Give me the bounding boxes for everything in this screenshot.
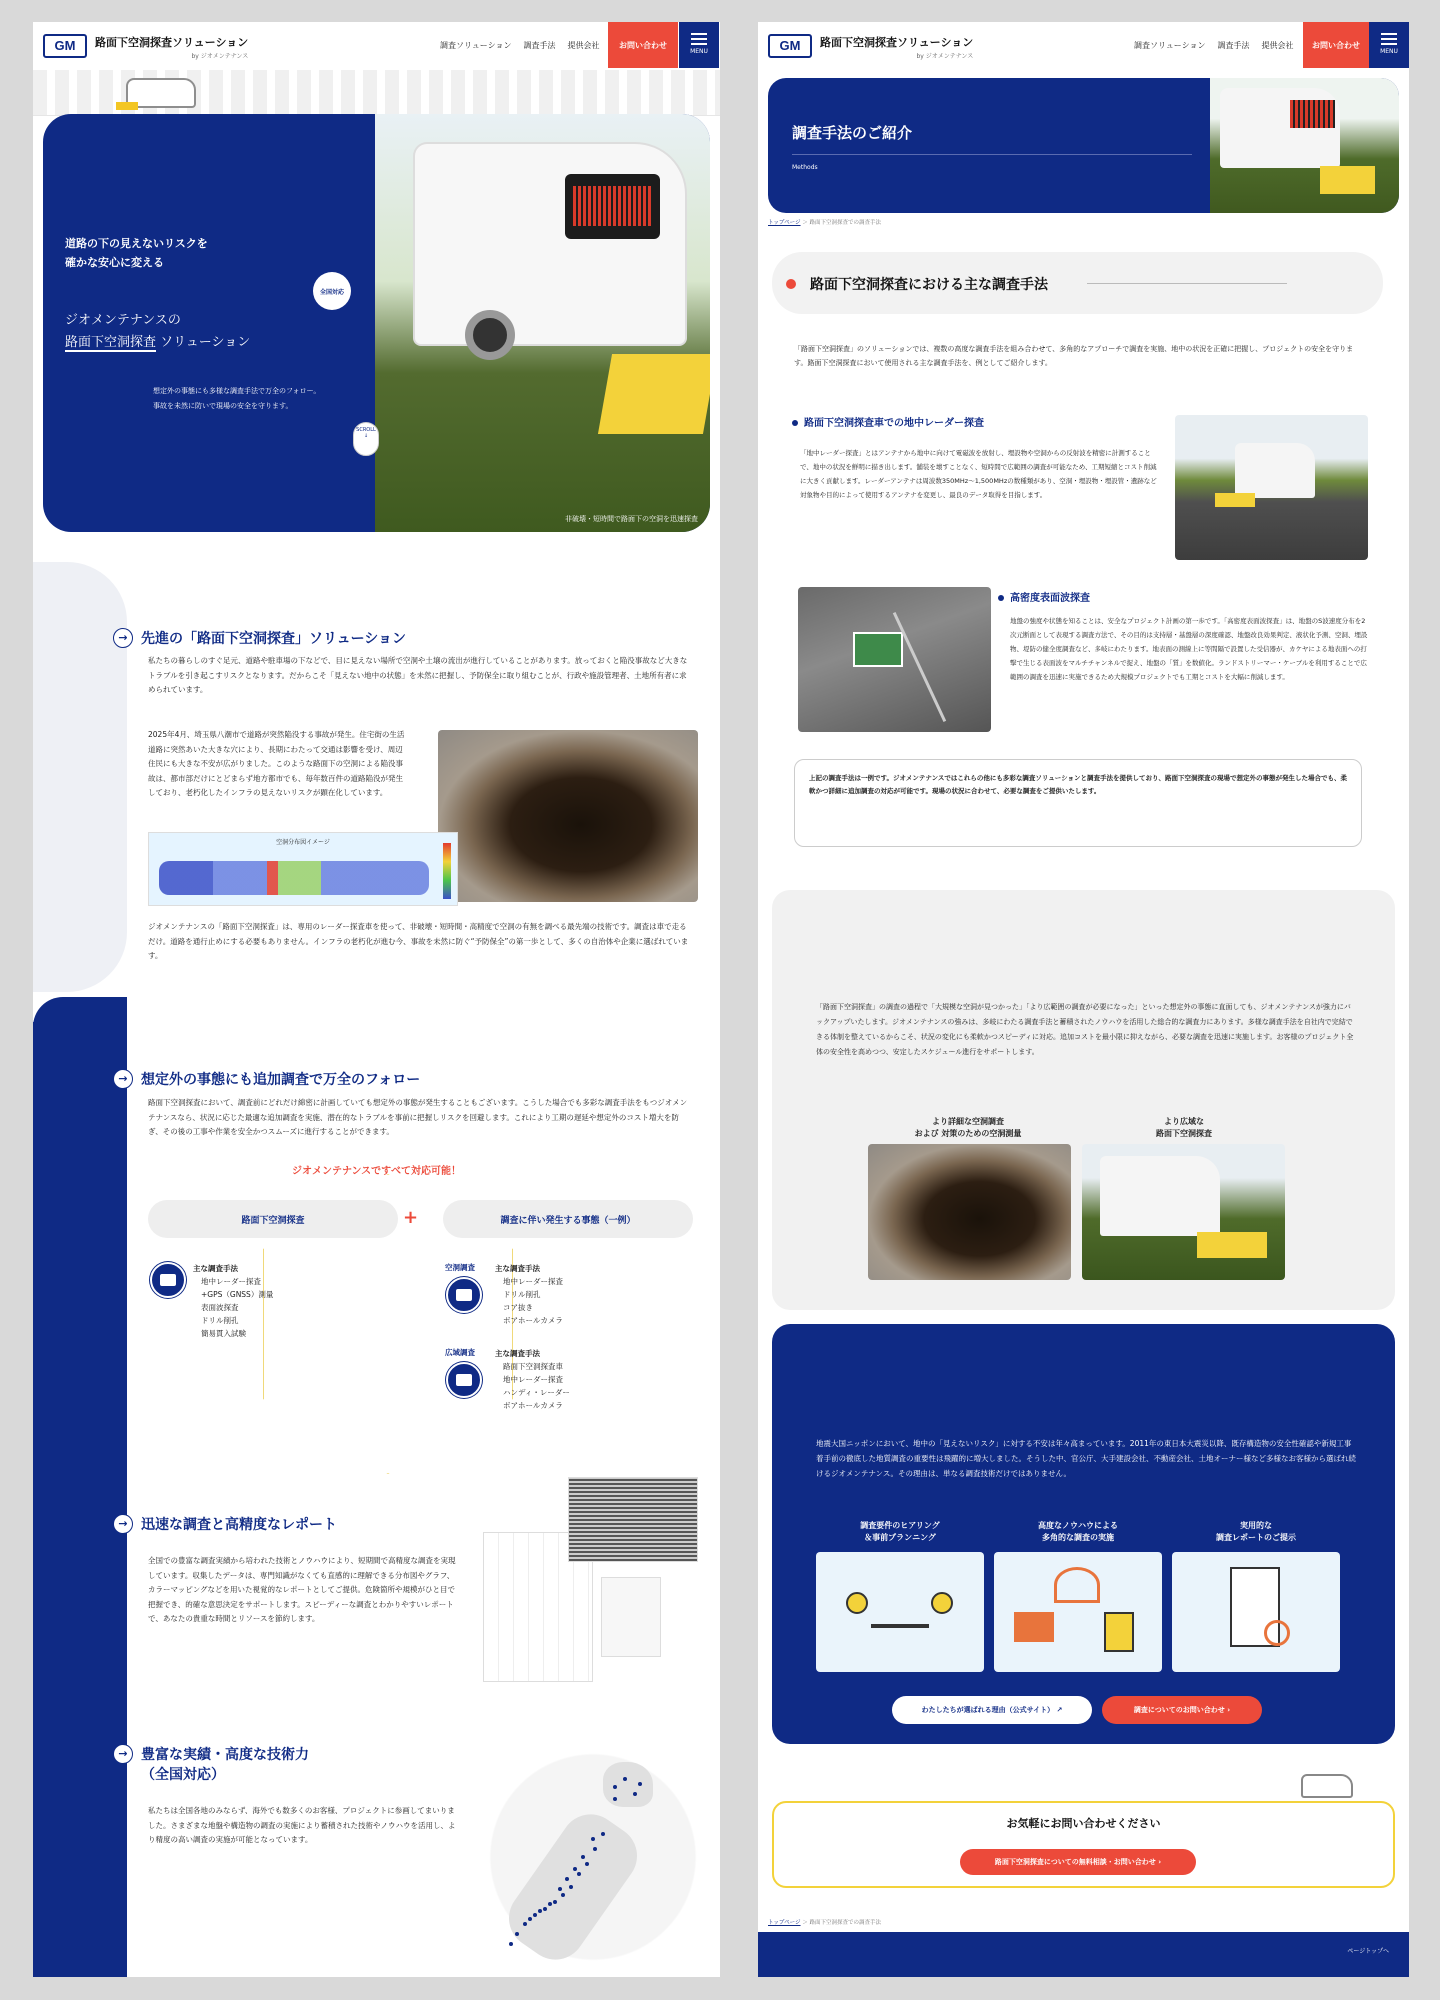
van-image: [415, 144, 685, 344]
hero: [43, 114, 710, 532]
scroll-label: SCROLL: [356, 427, 376, 433]
method-heading: 路面下空洞探査車での地中レーダー探査: [792, 414, 984, 429]
button-label: 調査についてのお問い合わせ: [1133, 1706, 1225, 1714]
heatmap-title: 空洞分布図イメージ: [276, 839, 330, 846]
location-marker: [585, 1862, 589, 1866]
location-marker: [601, 1832, 605, 1836]
radar-profile-image: [568, 1477, 698, 1562]
brand-title: 路面下空洞探査ソリューション: [95, 36, 249, 49]
brand-title: 路面下空洞探査ソリューション: [820, 36, 974, 49]
location-marker: [623, 1777, 627, 1781]
radar-wave-icon: [1054, 1567, 1100, 1603]
hero-photo: [375, 114, 710, 532]
hamburger-line: [691, 43, 707, 45]
location-marker: [561, 1893, 565, 1897]
caption-line: および 対策のための空洞測量: [914, 1129, 1022, 1138]
incident-pill: 調査に伴い発生する事態（一例）: [443, 1200, 693, 1238]
method-text: 地盤の強度や状態を知ることは、安全なプロジェクト計画の第一歩です。「高密度表面波探査」は、地盤のS波速度分布を2次元断面として表現する調査方法で、その目的は支持層・基盤層の深度確認、地盤改良効果判定、液状化予測、空洞、埋設物、堤防の健全度調査など、多岐にわたります。地表面の測線上に等間隔で設置した受信器が、カケヤによる地表面への打撃で生じる表面波をマルチチャンネルで捉え、地盤の「質」を数値化。ランドストリーマー・ケーブルを利用することで広範囲の調査を迅速に実施できるため大規模プロジェクトでも工期とコストを大幅に削減します。: [1010, 617, 1368, 681]
scroll-indicator[interactable]: [353, 422, 379, 456]
method-list: [495, 1347, 570, 1412]
wheel: [465, 310, 515, 360]
side-decoration: [33, 562, 127, 992]
led-sign: [573, 186, 653, 226]
nav-item-company[interactable]: 提供会社: [567, 41, 600, 50]
all-supported-label: ジオメンテナンスですべて対応可能！: [292, 1166, 461, 1177]
logo[interactable]: GM: [43, 34, 87, 58]
breadcrumb-home[interactable]: トップページ: [768, 220, 801, 226]
nav-item-solution[interactable]: 調査ソリューション: [440, 41, 512, 50]
photo-caption: [868, 1116, 1068, 1140]
hero-lead-1: 想定外の事態にも多様な調査手法で万全のフォロー。: [153, 387, 321, 395]
feature-caption: [994, 1520, 1162, 1544]
breadcrumb: トップページ ＞ 路面下空洞探査での調査手法: [768, 220, 882, 226]
list-item: 簡易貫入試験: [201, 1329, 246, 1338]
divider: [1087, 283, 1287, 284]
van-shape: [1235, 443, 1315, 498]
down-arrow-icon: ↓: [363, 433, 369, 439]
method-text: 「地中レーダー探査」とはアンテナから地中に向けて電磁波を放射し、埋設物や空洞からの反射波を精密に計測することで、地中の状況を鮮明に描き出します。舗装を壊すことなく、短時間で広範囲の調査が可能なため、工期短縮とコスト削減に大きく貢献します。レーダーアンテナは周波数350MHz～1,500MHzの数種類があり、空洞・埋設物・埋設管・遺跡など対象物や目的によって使用するアンテナを変更し、最良のデータ取得を目指します。: [800, 449, 1157, 499]
list-item: ドリル削孔: [201, 1316, 239, 1325]
list-title: 主な調査手法: [193, 1264, 238, 1273]
followup-text: 「路面下空洞探査」の調査の過程で「大規模な空洞が見つかった」「より広範囲の調査が必要になった」といった想定外の事態に直面しても、ジオメンテナンスが強力にバックアップいたします。ジオメンテナンスの強みは、多岐にわたる調査手法と蓄積されたノウハウを活用した総合的な調査力にあります。多様な調査手法を自社内で完結できる体制を整えているからこそ、状況の変化にも柔軟かつスピーディに対応。追加コストを最小限に抑えながら、必要な調査を迅速に実施します。お客様のプロジェクト全体の安全性を高めつつ、安定したスケジュール進行をサポートします。: [816, 1003, 1354, 1056]
method-pill: 路面下空洞探査: [148, 1200, 398, 1238]
magnifier-icon: [1264, 1620, 1290, 1646]
section-title: [141, 1744, 309, 1784]
reason-button[interactable]: [892, 1696, 1092, 1724]
caption-line: 高度なノウハウによる: [1038, 1521, 1118, 1530]
method-heading: 高密度表面波探査: [998, 589, 1090, 604]
van-illustration: [126, 78, 196, 108]
free-consult-button[interactable]: [960, 1849, 1196, 1875]
section-title: 迅速な調査と高精度なレポート: [141, 1517, 337, 1533]
list-item: 地中レーダー探査: [503, 1375, 563, 1384]
hamburger-line: [1381, 43, 1397, 45]
location-marker: [538, 1909, 542, 1913]
list-item: コア抜き: [503, 1303, 533, 1312]
location-marker: [633, 1792, 637, 1796]
section-title: 先進の「路面下空洞探査」ソリューション: [141, 631, 407, 647]
arrow-right-icon: →: [113, 1514, 133, 1534]
pile-icon: [1104, 1612, 1134, 1652]
category-label: 空洞調査: [445, 1263, 475, 1272]
menu-button[interactable]: [679, 22, 719, 68]
hero-title-2a: 路面下空洞探査: [65, 335, 157, 350]
sinkhole-photo: [868, 1144, 1071, 1280]
location-marker: [509, 1942, 513, 1946]
hero-lead-2: 事故を未然に防いで現場の安全を守ります。: [153, 402, 293, 410]
landing-page: [33, 22, 720, 1977]
logo[interactable]: GM: [768, 34, 812, 58]
arrow-right-icon: →: [113, 628, 133, 648]
section-title: 路面下空洞探査における主な調査手法: [810, 277, 1048, 293]
person-icon: [846, 1592, 868, 1614]
cable-line: [893, 612, 946, 722]
person-icon: [931, 1592, 953, 1614]
hero-caption: 非破壊・短時間で路面下の空洞を迅速探査: [565, 515, 698, 523]
location-marker: [591, 1837, 595, 1841]
location-marker: [565, 1877, 569, 1881]
page-hero: [768, 78, 1399, 213]
nav-item-solution[interactable]: 調査ソリューション: [1134, 41, 1206, 50]
why-text: 地震大国ニッポンにおいて、地中の「見えないリスク」に対する不安は年々高まっています。2011年の東日本大震災以降、既存構造物の安全性確認や新規工事着手前の徹底した地質調査の重要性は飛躍的に増大しました。そうした中、官公庁、大手建設会社、不動産会社、土地オーナー様など多様なお客様から選ばれ続けるジオメンテナンス。その理由は、単なる調査技術だけではありません。: [816, 1439, 1356, 1478]
caption-line: ＆事前プランニング: [864, 1533, 936, 1542]
list-item: +GPS（GNSS）測量: [201, 1290, 274, 1299]
section-heading: [113, 1069, 420, 1089]
hearing-illustration: [816, 1552, 984, 1672]
hero-photo: [1210, 78, 1399, 213]
paragraph: 私たちの暮らしのすぐ足元、道路や駐車場の下などで、目に見えない場所で空洞や土壌の流出が進行していることがあります。放っておくと陥没事故など大きなトラブルを引き起こすリスクとなります。だからこそ「見えない地中の状態」を未然に把握し、予防保全に取り組むことが、行政や施設管理者、土地所有者に求められています。: [148, 656, 688, 694]
sinkhole-photo: [438, 730, 698, 902]
hero-title-2b: ソリューション: [160, 335, 251, 350]
location-marker: [558, 1887, 562, 1891]
nav-item-methods[interactable]: 調査手法: [1217, 41, 1250, 50]
section-heading: [113, 628, 406, 648]
method-list: [495, 1262, 563, 1327]
van-shape: [1100, 1156, 1220, 1236]
list-item: 地中レーダー探査: [201, 1277, 261, 1286]
main-nav: [1134, 40, 1305, 51]
hero-tagline: [65, 234, 365, 272]
note-box: 上記の調査手法は一例です。ジオメンテナンスではこれらの他にも多彩な調査ソリューションと調査手法を提供しており、路面下空洞探査の現場で想定外の事態が発生した場合でも、柔軟かつ詳細に追加調査の対応が可能です。現場の状況に合わせて、必要な調査をご提供いたします。: [794, 759, 1362, 847]
hamburger-line: [691, 38, 707, 40]
location-marker: [569, 1885, 573, 1889]
caption-line: より広域な: [1164, 1117, 1204, 1126]
hamburger-line: [1381, 38, 1397, 40]
contact-button[interactable]: お問い合わせ: [608, 22, 678, 68]
brand[interactable]: [820, 34, 973, 60]
contact-heading: お気軽にお問い合わせください: [1006, 1817, 1161, 1830]
table-icon: [871, 1624, 929, 1628]
paragraph: 路面下空洞探査において、調査前にどれだけ綿密に計画していても想定外の事態が発生することもございます。こうした場合でも多彩な調査手法をもつジオメンテナンスなら、状況に応じた最適な追加調査を実施、潜在的なトラブルを事前に把握しリスクを回避します。これにより工期の遅延や想定外のコスト増大を防ぎ、その後の工事や作業を安全かつスムーズに進行することができます。: [148, 1098, 688, 1136]
bullet-icon: [786, 279, 796, 289]
section-title-2: （全国対応）: [141, 1767, 225, 1783]
list-item: 路面下空洞探査車: [503, 1362, 563, 1371]
intro-text: 「路面下空洞探査」のソリューションでは、複数の高度な調査手法を組み合わせて、多角的なアプローチで調査を実施、地中の状況を正確に把握し、プロジェクトの安全を守ります。路面下空洞探査において使用される主な調査手法を、例としてご紹介します。: [794, 345, 1354, 367]
inquiry-button[interactable]: [1102, 1696, 1262, 1724]
caption-line: 調査レポートのご提示: [1216, 1533, 1296, 1542]
section-heading: [113, 1744, 309, 1784]
radar-vehicle-photo: [1175, 415, 1368, 560]
methods-page: [758, 22, 1409, 1977]
section-title-box: [772, 252, 1383, 314]
hero-copy: [65, 234, 365, 414]
list-title: 主な調査手法: [495, 1349, 540, 1358]
paragraph: 私たちは全国各地のみならず、海外でも数多くのお客様、プロジェクトに参画してまいりました。さまざまな地盤や構造物の調査の実施により蓄積された技術やノウハウを活用し、より精度の高い調査の実施が可能となっています。: [148, 1806, 456, 1844]
caption-line: 多角的な調査の実施: [1042, 1533, 1114, 1542]
feature-caption: [816, 1520, 984, 1544]
button-label: わたしたちが選ばれる理由（公式サイト）: [921, 1706, 1055, 1714]
led-sign: [1290, 100, 1335, 128]
menu-label: MENU: [690, 48, 708, 55]
brand[interactable]: [95, 34, 248, 60]
paragraph: ジオメンテナンスの「路面下空洞探査」は、専用のレーダー探査車を使って、非破壊・短時間・高精度で空洞の有無を調べる最先端の技術です。調査は車で走るだけ。道路を通行止めにする必要もありません。インフラの老朽化が進む今、事故を未然に防ぐ“予防保全”の第一歩として、多くの自治体や企業に選ばれています。: [148, 922, 689, 960]
header: [758, 22, 1409, 70]
menu-label: MENU: [1380, 48, 1398, 55]
location-marker: [523, 1922, 527, 1926]
breadcrumb-home[interactable]: トップページ: [768, 1920, 801, 1926]
caption-line: 実用的な: [1240, 1521, 1272, 1530]
field-board: [853, 632, 903, 667]
list-item: ボアホールカメラ: [503, 1401, 563, 1410]
heatmap-scale: [443, 843, 451, 899]
location-marker: [613, 1785, 617, 1789]
why-choose-box: [772, 1324, 1395, 1744]
caption-line: 路面下空洞探査: [1156, 1129, 1212, 1138]
main-nav: [440, 40, 611, 51]
breadcrumb: トップページ ＞ 路面下空洞探査での調査手法: [768, 1920, 882, 1926]
section-title: 想定外の事態にも追加調査で万全のフォロー: [141, 1072, 421, 1088]
radar-unit: [1320, 166, 1375, 194]
hero-tagline-2: 確かな安心に変える: [65, 256, 164, 269]
hamburger-icon: [691, 33, 707, 35]
list-item: ドリル削孔: [503, 1290, 541, 1299]
location-marker: [577, 1872, 581, 1876]
location-marker: [613, 1797, 617, 1801]
hero-tagline-1: 道路の下の見えないリスクを: [65, 237, 208, 250]
location-marker: [581, 1855, 585, 1859]
chevron-right-icon: ›: [1158, 1858, 1162, 1866]
hokkaido-shape: [603, 1762, 653, 1807]
heatmap-band: [159, 861, 429, 895]
location-marker: [553, 1900, 557, 1904]
arrow-right-icon: →: [113, 1744, 133, 1764]
external-link-icon: ↗: [1056, 1706, 1063, 1714]
radar-vehicle-icon: [150, 1262, 186, 1298]
caption-line: 調査要件のヒアリング: [860, 1521, 940, 1530]
page-subtitle: Methods: [792, 164, 818, 171]
location-marker: [573, 1867, 577, 1871]
location-marker: [528, 1917, 532, 1921]
hamburger-icon: [1381, 33, 1397, 35]
paragraph: 2025年4月、埼玉県八潮市で道路が突然陥没する事故が発生。住宅街の生活道路に突然あいた大きな穴により、長期にわたって交通は影響を受け、周辺住民にも大きな不安が広がりました。このような路面下の空洞による陥没事故は、都市部だけにとどまらず地方都市でも、毎年数百件の道路陥没が発生しており、老朽化したインフラの見えないリスクが顕在化しています。: [148, 730, 405, 797]
cavity-survey-icon: [446, 1277, 482, 1313]
button-label: 路面下空洞探査についての無料相談・お問い合わせ: [994, 1858, 1156, 1866]
breadcrumb-current: 路面下空洞探査での調査手法: [809, 1920, 882, 1926]
hero-title-1: ジオメンテナンスの: [65, 313, 181, 328]
nav-item-company[interactable]: 提供会社: [1261, 41, 1294, 50]
list-item: ハンディ・レーダー: [503, 1388, 570, 1397]
surface-wave-photo: [798, 587, 991, 732]
feature-caption: [1172, 1520, 1340, 1544]
menu-button[interactable]: [1369, 22, 1409, 68]
caption-line: より詳細な空洞調査: [932, 1117, 1004, 1126]
location-marker: [548, 1902, 552, 1906]
plus-icon: +: [403, 1207, 419, 1228]
list-item: 地中レーダー探査: [503, 1277, 563, 1286]
brand-sub: by ジオメンテナンス: [916, 53, 974, 60]
brick-icon: [1014, 1612, 1054, 1642]
location-marker: [533, 1913, 537, 1917]
radar-unit: [598, 354, 710, 434]
radar-unit: [1197, 1232, 1267, 1258]
report-table-image: [601, 1577, 661, 1657]
photo-caption: [1084, 1116, 1284, 1140]
van-illustration: [1301, 1774, 1353, 1798]
chevron-right-icon: ›: [1227, 1706, 1231, 1714]
radar-unit: [1215, 493, 1255, 507]
followup-box: [772, 890, 1395, 1310]
list-item: 表面波探査: [201, 1303, 239, 1312]
list-title: 主な調査手法: [495, 1264, 540, 1273]
section-heading: [113, 1514, 337, 1534]
honshu-shape: [497, 1803, 649, 1972]
brand-sub: by ジオメンテナンス: [191, 53, 249, 60]
radar-vehicle-photo: [1082, 1144, 1285, 1280]
contact-box: [772, 1801, 1395, 1888]
location-marker: [638, 1782, 642, 1786]
page-top-link[interactable]: ページトップへ: [1347, 1948, 1389, 1955]
page-title: 調査手法のご紹介: [792, 124, 913, 142]
header: [33, 22, 720, 70]
breadcrumb-current: 路面下空洞探査での調査手法: [809, 220, 882, 226]
contact-button[interactable]: お問い合わせ: [1303, 22, 1369, 68]
nationwide-badge: 全国対応: [313, 272, 351, 310]
wide-area-icon: [446, 1362, 482, 1398]
survey-illustration: [994, 1552, 1162, 1672]
arrow-right-icon: →: [113, 1069, 133, 1089]
footer: [758, 1932, 1409, 1977]
location-marker: [593, 1847, 597, 1851]
location-marker: [515, 1932, 519, 1936]
location-marker: [543, 1907, 547, 1911]
hero-lead: [65, 384, 365, 414]
section-title-1: 豊富な実績・高度な技術力: [141, 1747, 309, 1763]
method-list: [193, 1262, 273, 1340]
hero-title: [65, 310, 365, 354]
nav-item-methods[interactable]: 調査手法: [523, 41, 556, 50]
report-illustration: [1172, 1552, 1340, 1672]
divider: [792, 154, 1192, 155]
cavity-heatmap: [148, 832, 458, 906]
japan-map: [473, 1737, 713, 1977]
paragraph: 全国での豊富な調査実績から培われた技術とノウハウにより、短期間で高精度な調査を実現しています。収集したデータは、専門知識がなくても直感的に理解できる分布図やグラフ、カラーマッピングなどを用いた視覚的なレポートとしてご提供。危険箇所や規模がひと目で把握でき、的確な意思決定をサポートします。スピーディーな調査とわかりやすいレポートで、あなたの貴重な時間とリソースを節約します。: [148, 1556, 456, 1623]
list-item: ボアホールカメラ: [503, 1316, 563, 1325]
category-label: 広域調査: [445, 1348, 475, 1357]
